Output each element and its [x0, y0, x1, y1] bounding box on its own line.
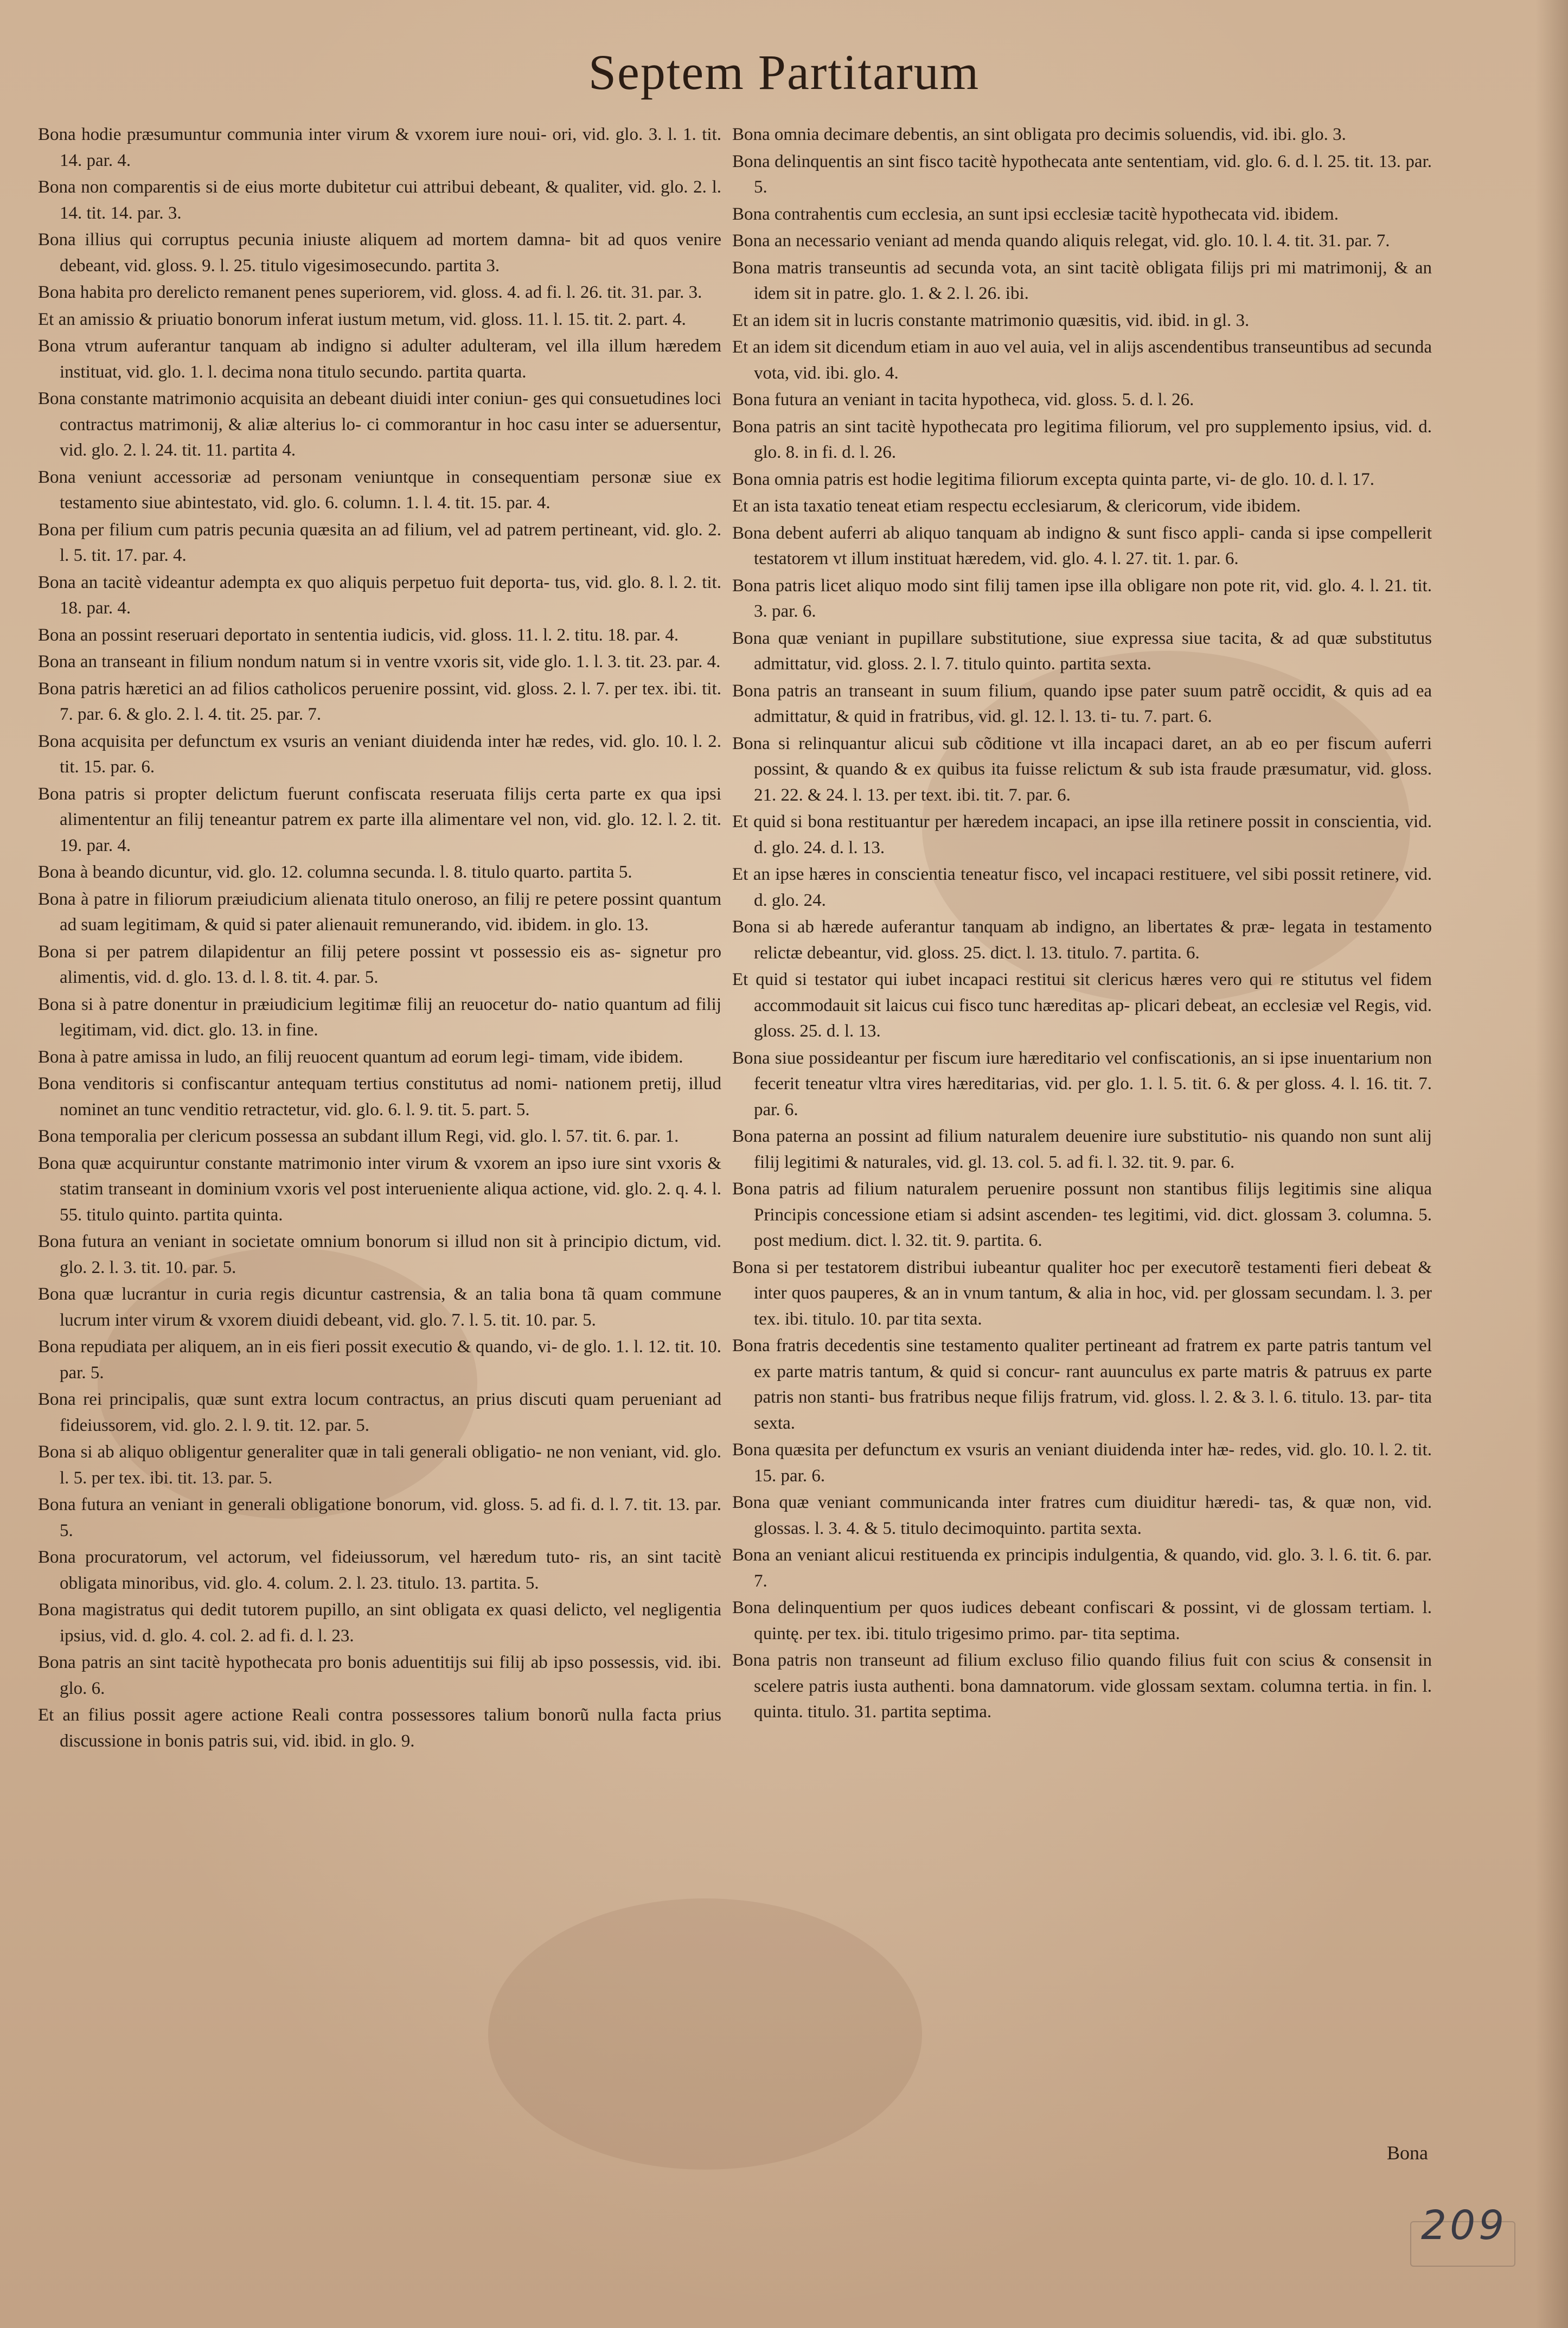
- index-entry: Bona rei principalis, quæ sunt extra locum contractus, an prius discuti quam perueniant ad fideiussorem, vid. glo. 2. l. 9. tit. 12. par. 5.: [38, 1390, 721, 1435]
- index-entry: Bona venditoris si confiscantur antequam tertius constitutus ad nomi- nationem pretij, illud nominet an tunc venditio retractetur, vid. glo. 6. l. 9. tit. 5. part. 5.: [38, 1074, 721, 1120]
- index-entry: Bona vtrum auferantur tanquam ab indigno si adulter adulteram, vel illa illum hæredem instituat, vid. glo. 1. l. decima nona titulo secundo. partita quarta.: [38, 336, 721, 382]
- index-entry: Bona repudiata per aliquem, an in eis fieri possit executio & quando, vi- de glo. 1. l. 12. tit. 10. par. 5.: [38, 1337, 721, 1383]
- index-entry: Bona per filium cum patris pecunia quæsita an ad filium, vel ad patrem pertineant, vid. glo. 2. l. 5. tit. 17. par. 4.: [38, 520, 721, 565]
- index-entry: Bona an tacitè videantur adempta ex quo aliquis perpetuo fuit deporta- tus, vid. glo. 8. l. 2. tit. 18. par. 4.: [38, 572, 721, 618]
- index-entry: Bona patris ad filium naturalem peruenire possunt non stantibus filijs legitimis sine aliqua Principis concessione etiam si adsint ascenden- tes legitimi, vid. dict. glossam 3. columna. 5. post medium. dict. l. 32. tit. 9. partita. 6.: [732, 1179, 1432, 1250]
- index-entry: Bona patris hæretici an ad filios catholicos peruenire possint, vid. gloss. 2. l. 7. per tex. ibi. tit. 7. par. 6. & glo. 2. l. 4. tit. 25. par. 7.: [38, 679, 721, 724]
- index-entry: Bona an veniant alicui restituenda ex principis indulgentia, & quando, vid. glo. 3. l. 6. tit. 6. par. 7.: [732, 1545, 1432, 1591]
- index-entry: Et quid si bona restituantur per hæredem incapaci, an ipse illa retinere possit in conscientia, vid. d. glo. 24. d. l. 13.: [732, 812, 1432, 858]
- index-entry: Bona patris an sint tacitè hypothecata pro legitima filiorum, vel pro supplemento ipsius, vid. d. glo. 8. in fi. d. l. 26.: [732, 417, 1432, 462]
- index-entry: Et an ipse hæres in conscientia teneatur fisco, vel incapaci restituere, vel sibi possit retinere, vid. d. glo. 24.: [732, 865, 1432, 910]
- index-entry: Et an filius possit agere actione Reali contra possessores talium bonorũ nulla facta prius discussione in bonis patris sui, vid. ibid. in glo. 9.: [38, 1705, 721, 1751]
- index-entry: Et an amissio & priuatio bonorum inferat iustum metum, vid. gloss. 11. l. 15. tit. 2. part. 4.: [38, 309, 686, 329]
- index-entry: Bona delinquentis an sint fisco tacitè hypothecata ante sententiam, vid. glo. 6. d. l. 25. tit. 13. par. 5.: [732, 151, 1432, 197]
- index-entry: Bona procuratorum, vel actorum, vel fideiussorum, vel hæredum tuto- ris, an sint tacitè obligata minoribus, vid. glo. 4. colum. 2. l. 23. titulo. 13. partita. 5.: [38, 1547, 721, 1593]
- index-entry: Et an idem sit dicendum etiam in auo vel auia, vel in alijs ascendentibus transeuntibus ad secunda vota, vid. ibi. glo. 4.: [732, 337, 1432, 383]
- index-entry: Bona quæ veniant communicanda inter fratres cum diuiditur hæredi- tas, & quæ non, vid. glossas. l. 3. 4. & 5. titulo decimoquinto. partita sexta.: [732, 1493, 1432, 1538]
- catchword: Bona: [1387, 2142, 1428, 2164]
- index-entry: Et quid si testator qui iubet incapaci restitui sit clericus hæres vero qui re stitutus vel fidem accommodauit sit laicus cui fisco tunc hæreditas ap- plicari debeat, an ecclesiæ vel Regis, vid. gloss. 25. d. l. 13.: [732, 970, 1432, 1041]
- index-entry: Bona futura an veniant in societate omnium bonorum si illud non sit à principio dictum, vid. glo. 2. l. 3. tit. 10. par. 5.: [38, 1232, 721, 1277]
- index-entry: Bona à patre amissa in ludo, an filij reuocent quantum ad eorum legi- timam, vide ibidem.: [38, 1047, 683, 1067]
- index-entry: Bona contrahentis cum ecclesia, an sunt ipsi ecclesiæ tacitè hypothecata vid. ibidem.: [732, 204, 1339, 224]
- index-entry: Bona paterna an possint ad filium naturalem deuenire iure substitutio- nis quando non sunt alij filij legitimi & naturales, vid. gl. 13. col. 5. ad fi. l. 32. tit. 9. par. 6.: [732, 1127, 1432, 1172]
- right-column: [732, 122, 1432, 1726]
- index-entry: Bona si ab hærede auferantur tanquam ab indigno, an libertates & præ- legata in testamento relictæ debeantur, vid. gloss. 25. dict. l. 13. titulo. 7. partita. 6.: [732, 917, 1432, 963]
- index-entry: Bona debent auferri ab aliquo tanquam ab indigno & sunt fisco appli- canda si ipse compellerit testatorem vt illum instituat hæredem, vid. glo. 4. l. 27. tit. 1. par. 6.: [732, 523, 1432, 568]
- index-entry: Bona illius qui corruptus pecunia iniuste aliquem ad mortem damna- bit ad quos venire debeant, vid. gloss. 9. l. 25. titulo vigesimosecundo. partita 3.: [38, 230, 721, 276]
- index-entry: Bona constante matrimonio acquisita an debeant diuidi inter coniun- ges qui consuetudines loci contractus matrimonij, & aliæ alterius lo- ci commorantur in hoc casu inter se aduersentur, vid. glo. 2. l. 24. tit. 11. partita 4.: [38, 389, 721, 460]
- index-entry: Bona à beando dicuntur, vid. glo. 12. columna secunda. l. 8. titulo quarto. partita 5.: [38, 862, 632, 882]
- running-title: Septem Partitarum: [588, 44, 980, 100]
- index-entry: Bona si per testatorem distribui iubeantur qualiter hoc per executorẽ testamenti fieri debeat & inter quos pauperes, & an in vnum tantum, & alia in hoc, vid. per glossam secundam. l. 3. per tex. ibi. titulo. 10. par tita sexta.: [732, 1257, 1432, 1329]
- index-entry: Bona patris non transeunt ad filium excluso filio quando filius fuit con scius & consensit in scelere patris iusta authenti. bona damnatorum. vide glossam sextam. columna tertia. in fin. l. quinta. titulo. 31. partita septima.: [732, 1651, 1432, 1722]
- index-entry: Bona acquisita per defunctum ex vsuris an veniant diuidenda inter hæ redes, vid. glo. 10. l. 2. tit. 15. par. 6.: [38, 731, 721, 777]
- index-entry: Bona hodie præsumuntur communia inter virum & vxorem iure noui- ori, vid. glo. 3. l. 1. tit. 14. par. 4.: [38, 125, 721, 170]
- index-entry: Bona siue possideantur per fiscum iure hæreditario vel confiscationis, an si ipse inuentarium non fecerit teneatur vltra vires hæreditarias, vid. per glo. 1. l. 5. tit. 6. & per gloss. 4. l. 16. tit. 7. par. 6.: [732, 1048, 1432, 1120]
- index-entry: Bona à patre in filiorum præiudicium alienata titulo oneroso, an filij re petere possint quantum ad suam legitimam, & quid si pater alienauit remunerando, vid. ibidem. in glo. 13.: [38, 889, 721, 935]
- index-entry: Bona patris an sint tacitè hypothecata pro bonis aduentitijs sui filij ab ipso possessis, vid. ibi. glo. 6.: [38, 1653, 721, 1698]
- index-entry: Bona quæsita per defunctum ex vsuris an veniant diuidenda inter hæ- redes, vid. glo. 10. l. 2. tit. 15. par. 6.: [732, 1440, 1432, 1486]
- index-entry: Bona magistratus qui dedit tutorem pupillo, an sint obligata ex quasi delicto, vel negligentia ipsius, vid. d. glo. 4. col. 2. ad fi. d. l. 23.: [38, 1600, 721, 1646]
- page-edge-shadow: [1535, 0, 1568, 2328]
- index-entry: Bona patris licet aliquo modo sint filij tamen ipse illa obligare non pote rit, vid. glo. 4. l. 21. tit. 3. par. 6.: [732, 575, 1432, 621]
- index-entry: Bona quæ veniant in pupillare substitutione, siue expressa siue tacita, & ad quæ substitutus admittatur, vid. gloss. 2. l. 7. titulo quinto. partita sexta.: [732, 628, 1432, 674]
- index-entry: Bona fratris decedentis sine testamento qualiter pertineant ad fratrem ex parte patris tantum vel ex parte matris tantum, & quid si concur- rant auunculus ex parte matris & patruus ex parte patris non stanti- bus fratribus neque filijs fratrum, vid. gloss. l. 2. & 3. l. 6. titulo. 13. par- tita sexta.: [732, 1336, 1432, 1433]
- index-entry: Bona futura an veniant in generali obligatione bonorum, vid. gloss. 5. ad fi. d. l. 7. tit. 13. par. 5.: [38, 1495, 721, 1540]
- index-entry: Bona si per patrem dilapidentur an filij petere possint vt possessio eis as- signetur pro alimentis, vid. d. glo. 13. d. l. 8. tit. 4. par. 5.: [38, 942, 721, 987]
- index-entry: Bona omnia decimare debentis, an sint obligata pro decimis soluendis, vid. ibi. glo. 3.: [732, 125, 1346, 144]
- index-entry: Bona temporalia per clericum possessa an subdant illum Regi, vid. glo. l. 57. tit. 6. par. 1.: [38, 1127, 679, 1146]
- index-entry: Bona non comparentis si de eius morte dubitetur cui attribui debeant, & qualiter, vid. glo. 2. l. 14. tit. 14. par. 3.: [38, 177, 721, 223]
- index-entry: Bona si relinquantur alicui sub cõditione vt illa incapaci daret, an ab eo per fiscum auferri possint, & quando & ex quibus ita fuisse relictum & sub ista fraude præsumatur, vid. gloss. 21. 22. & 24. l. 13. per text. ibi. tit. 7. par. 6.: [732, 733, 1432, 805]
- index-entry: Bona delinquentium per quos iudices debeant confiscari & possint, vi de glossam tertiam. l. quintę. per tex. ibi. titulo trigesimo primo. par- tita septima.: [732, 1598, 1432, 1643]
- index-entry: Bona matris transeuntis ad secunda vota, an sint tacitè obligata filijs pri mi matrimonij, & an idem sit in patre. glo. 1. & 2. l. 26. ibi.: [732, 258, 1432, 303]
- index-entry: Bona an necessario veniant ad menda quando aliquis relegat, vid. glo. 10. l. 4. tit. 31. par. 7.: [732, 231, 1390, 251]
- index-entry: Bona patris si propter delictum fuerunt confiscata reseruata filijs certa parte ex qua ipsi alimententur an filij teneantur patrem ex parte illa alimentare vel non, vid. glo. 12. l. 2. tit. 19. par. 4.: [38, 784, 721, 855]
- index-entry: Bona si à patre donentur in præiudicium legitimæ filij an reuocetur do- natio quantum ad filij legitimam, vid. dict. glo. 13. in fine.: [38, 994, 721, 1040]
- index-entry: Bona patris an transeant in suum filium, quando ipse pater suum patrẽ occidit, & quis ad ea admittatur, & quid in fratribus, vid. gl. 12. l. 13. ti- tu. 7. part. 6.: [732, 681, 1432, 726]
- index-entry: Bona an transeant in filium nondum natum si in ventre vxoris sit, vide glo. 1. l. 3. tit. 23. par. 4.: [38, 652, 721, 671]
- index-entry: Bona si ab aliquo obligentur generaliter quæ in tali generali obligatio- ne non veniant, vid. glo. l. 5. per tex. ibi. tit. 13. par. 5.: [38, 1442, 721, 1488]
- index-entry: Bona veniunt accessoriæ ad personam veniuntque in consequentiam personæ siue ex testamento siue abintestato, vid. glo. 6. column. 1. l. 4. tit. 15. par. 4.: [38, 467, 721, 513]
- paper-stain: [488, 1898, 922, 2170]
- index-entry: Bona omnia patris est hodie legitima filiorum excepta quinta parte, vi- de glo. 10. d. l. 17.: [732, 469, 1375, 489]
- folio-number: 209: [1421, 2202, 1508, 2249]
- index-entry: Bona quæ acquiruntur constante matrimonio inter virum & vxorem an ipso iure sint vxoris & statim transeant in dominium vxoris vel post interueniente aliqua actione, vid. glo. 2. q. 4. l. 55. titulo quinto. partita quinta.: [38, 1153, 721, 1225]
- index-entry: Bona an possint reseruari deportato in sententia iudicis, vid. gloss. 11. l. 2. titu. 18. par. 4.: [38, 625, 679, 645]
- index-entry: Et an idem sit in lucris constante matrimonio quæsitis, vid. ibid. in gl. 3.: [732, 310, 1250, 330]
- left-column: [38, 122, 721, 1755]
- index-entry: Bona habita pro derelicto remanent penes superiorem, vid. gloss. 4. ad fi. l. 26. tit. 31. par. 3.: [38, 283, 702, 302]
- index-entry: Bona quæ lucrantur in curia regis dicuntur castrensia, & an talia bona tã quam commune lucrum inter virum & vxorem diuidi debeant, vid. glo. 7. l. 5. tit. 10. par. 5.: [38, 1284, 721, 1330]
- index-entry: Bona futura an veniant in tacita hypotheca, vid. gloss. 5. d. l. 26.: [732, 390, 1194, 410]
- index-entry: Et an ista taxatio teneat etiam respectu ecclesiarum, & clericorum, vide ibidem.: [732, 496, 1301, 516]
